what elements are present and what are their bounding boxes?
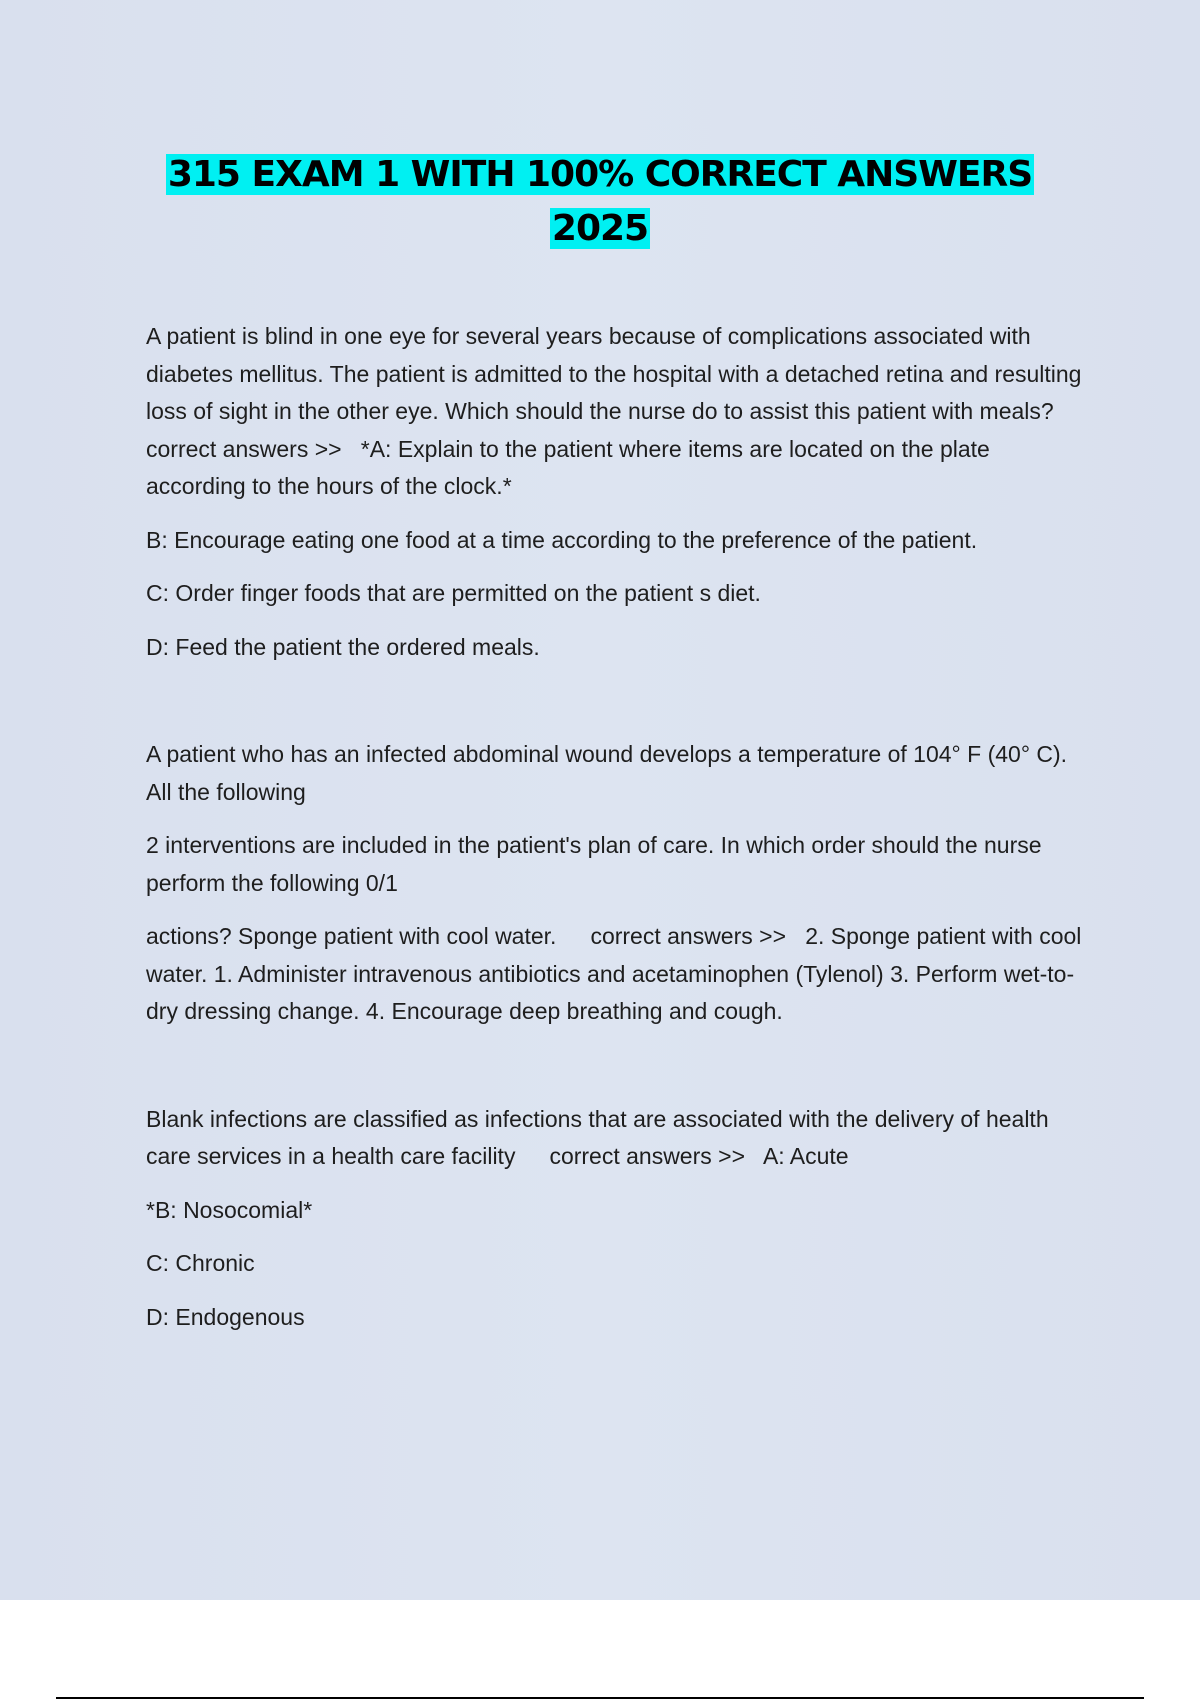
question-text: A patient is blind in one eye for several years because of complications associated with diabetes mellitus. The patient is admitted to the hospital with a detached retina and resulting loss of sight in the other eye. Which should the nurse do to assist this patient with meals? [146,323,1082,424]
title-line-2: 2025 [551,208,649,249]
question-text: actions? Sponge patient with cool water. [146,923,557,949]
option-b: B: Encourage eating one food at a time according to the preference of the patient. [146,526,978,553]
answer-text: 2. Sponge patient with cool water. 1. Administer intravenous antibiotics and acetaminophen (Tylenol) 3. Perform wet-to-dry dressing change. 4. Encourage deep breathing and cough. [146,923,1082,1024]
option-c: C: Chronic [146,1250,255,1276]
answer-marker: correct answers >> [549,1143,746,1169]
question-paragraph [146,918,1094,1031]
footer-divider [56,1697,1144,1699]
option-d: D: Endogenous [146,1303,305,1330]
question-text: Blank infections are classified as infections that are associated with the delivery of health care services in a health care facility [146,1105,1049,1169]
option-c: C: Order finger foods that are permitted on the patient s diet. [146,580,761,606]
question-part-1: A patient who has an infected abdominal wound develops a temperature of 104° F (40° C). All the following [146,741,1068,805]
option-b: *B: Nosocomial* [146,1196,313,1223]
answer-marker: correct answers >> [590,923,787,949]
question-paragraph [146,1101,1094,1176]
title-line-1: 315 EXAM 1 WITH 100% CORRECT ANSWERS [167,154,1033,195]
question-paragraph [146,318,1094,506]
document-body [146,318,1094,1352]
question-block-3 [146,1101,1094,1337]
option-d: D: Feed the patient the ordered meals. [146,633,540,660]
answer-text: *A: Explain to the patient where items are located on the plate according to the hours of the clock.* [146,435,990,499]
question-part-2: 2 interventions are included in the patient's plan of care. In which order should the nurse perform the following 0/1 [146,832,1042,896]
question-block-1 [146,318,1094,666]
answer-text: A: Acute [762,1143,849,1169]
question-block-2 [146,736,1094,1031]
document-title [0,148,1200,256]
answer-marker: correct answers >> [146,435,342,462]
